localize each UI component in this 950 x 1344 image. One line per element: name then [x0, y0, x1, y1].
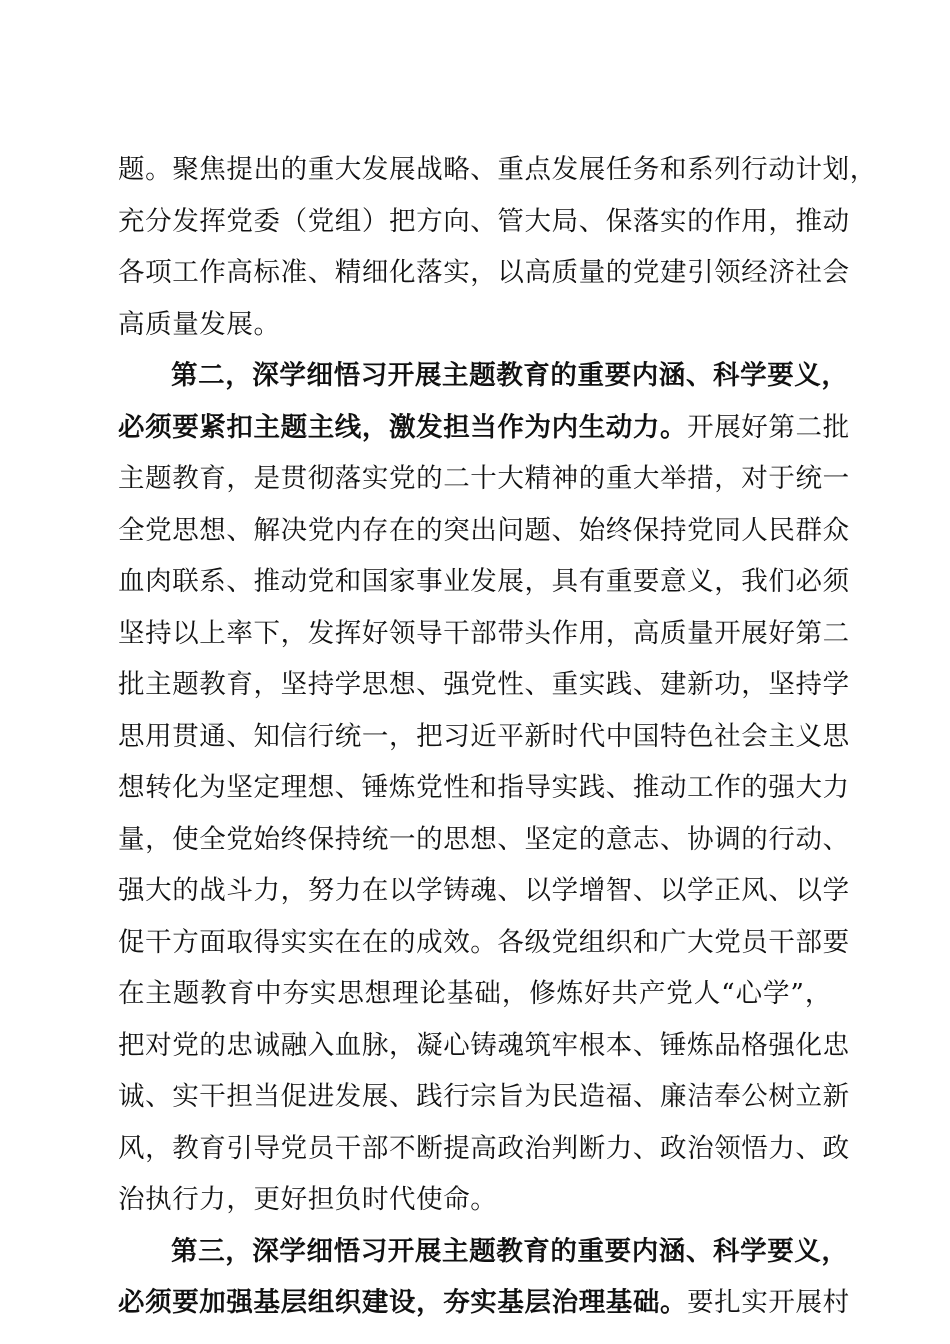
text-line: 把对党的忠诚融入血脉，凝心铸魂筑牢根本、锤炼品格强化忠	[118, 1029, 850, 1061]
text-line: 思用贯通、知信行统一，把习近平新时代中国特色社会主义思	[118, 720, 850, 752]
paragraph-third-point	[118, 1226, 850, 1329]
text-line: 促干方面取得实实在在的成效。各级党组织和广大党员干部要	[118, 926, 850, 958]
paragraph-second-point	[118, 350, 850, 1226]
paragraph-heading-line	[118, 1277, 850, 1329]
text-line: 批主题教育，坚持学思想、强党性、重实践、建新功，坚持学	[118, 669, 850, 700]
text-line: 血肉联系、推动党和国家事业发展，具有重要意义，我们必须	[118, 566, 850, 597]
text-line: 强大的战斗力，努力在以学铸魂、以学增智、以学正风、以学	[118, 875, 850, 906]
body-text: 要扎实开展村	[687, 1287, 850, 1318]
body-text: 开展好第二批	[687, 411, 850, 443]
text-line: 治执行力，更好担负时代使命。	[118, 1184, 498, 1215]
paragraph-heading-line: 第二，深学细悟习开展主题教育的重要内涵、科学要义，	[171, 360, 849, 391]
text-line: 主题教育，是贯彻落实党的二十大精神的重大举措，对于统一	[118, 463, 850, 494]
text-line: 高质量发展。	[118, 308, 281, 340]
text-line: 坚持以上率下，发挥好领导干部带头作用，高质量开展好第二	[118, 617, 850, 649]
heading-text: 必须要加强基层组织建设，夯实基层治理基础。	[118, 1287, 688, 1318]
text-line: 充分发挥党委（党组）把方向、管大局、保落实的作用，推动	[118, 205, 850, 237]
text-line: 各项工作高标准、精细化落实，以高质量的党建引领经济社会	[118, 257, 850, 288]
text-line: 全党思想、解决党内存在的突出问题、始终保持党同人民群众	[118, 514, 850, 546]
text-line: 题。聚焦提出的重大发展战略、重点发展任务和系列行动计划，	[118, 154, 877, 185]
text-line: 在主题教育中夯实思想理论基础，修炼好共产党人“心学”，	[118, 978, 832, 1009]
document-body	[118, 144, 877, 1329]
heading-text: 必须要紧扣主题主线，激发担当作为内生动力。	[118, 411, 688, 443]
text-line: 诚、实干担当促进发展、践行宗旨为民造福、廉洁奉公树立新	[118, 1081, 850, 1112]
paragraph-continuation	[118, 144, 877, 350]
text-line: 风，教育引导党员干部不断提高政治判断力、政治领悟力、政	[118, 1132, 850, 1164]
paragraph-heading-line	[118, 402, 850, 454]
paragraph-heading-line: 第三，深学细悟习开展主题教育的重要内涵、科学要义，	[171, 1235, 849, 1267]
text-line: 想转化为坚定理想、锤炼党性和指导实践、推动工作的强大力	[118, 772, 850, 803]
text-line: 量，使全党始终保持统一的思想、坚定的意志、协调的行动、	[118, 823, 850, 855]
